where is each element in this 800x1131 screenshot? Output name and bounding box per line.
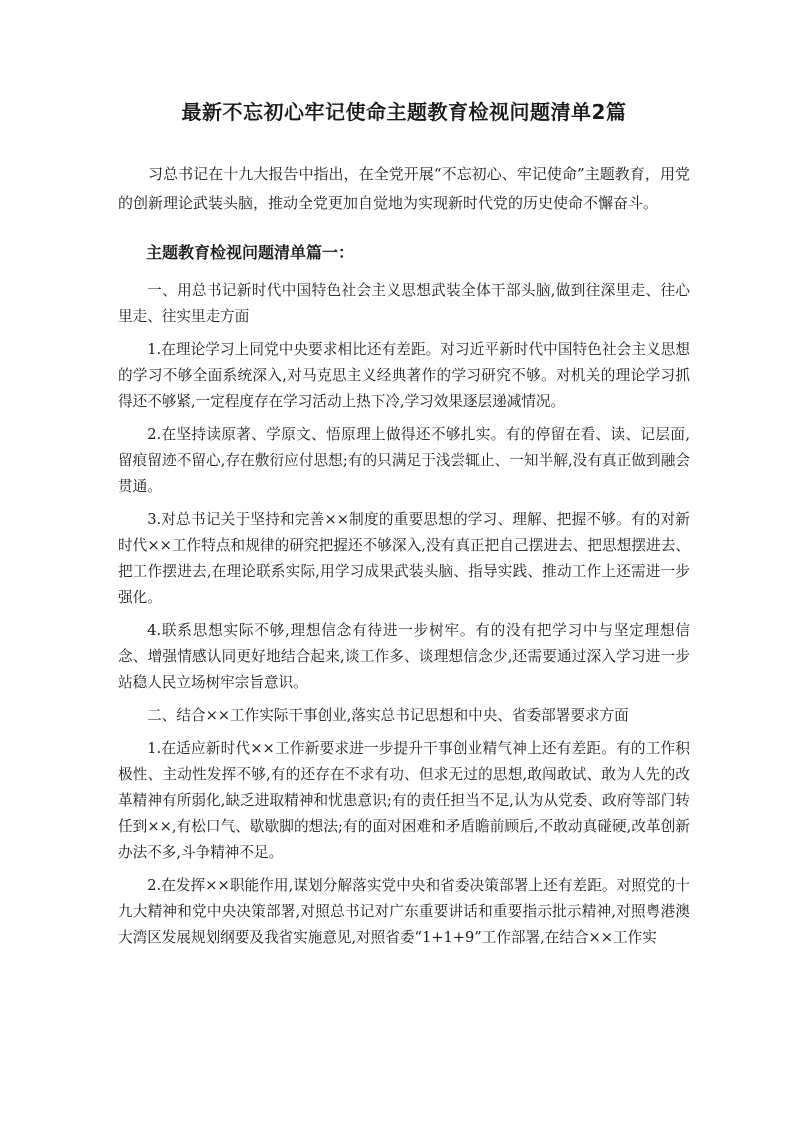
document-title: 最新不忘初心牢记使命主题教育检视问题清单2篇 (181, 100, 627, 124)
body-paragraph: 2.在发挥××职能作用,谋划分解落实党中央和省委决策部署上还有差距。对照党的十九大精神和党中央决策部署,对照总书记对广东重要讲话和重要指示批示精神,对照粤港澳大湾区发展规划纲要及我省实施意见,对照省委“1+1+9”工作部署,在结合××工作实 (118, 877, 690, 946)
section-two-heading: 二、结合××工作实际干事创业,落实总书记思想和中央、省委部署要求方面 (147, 707, 629, 724)
body-paragraph: 1.在适应新时代××工作新要求进一步提升干事创业精气神上还有差距。有的工作积极性、主动性发挥不够,有的还存在不求有功、但求无过的思想,敢闯敢试、敢为人先的改革精神有所弱化,缺乏进取精神和忧患意识;有的责任担当不足,认为从党委、政府等部门转任到××,有松口气、歇歇脚的想法;有的面对困难和矛盾瞻前顾后,不敢动真碰硬,改革创新办法不多,斗争精神不足。 (118, 740, 690, 861)
body-paragraph: 3.对总书记关于坚持和完善××制度的重要思想的学习、理解、把握不够。有的对新时代××工作特点和规律的研究把握还不够深入,没有真正把自己摆进去、把思想摆进去、把工作摆进去,在理论联系实际,用学习成果武装头脑、指导实践、推动工作上还需进一步强化。 (118, 511, 690, 606)
body-paragraph: 1.在理论学习上同党中央要求相比还有差距。对习近平新时代中国特色社会主义思想的学习不够全面系统深入,对马克思主义经典著作的学习研究不够。对机关的理论学习抓得还不够紧,一定程度存在学习活动上热下冷,学习效果逐层递减情况。 (118, 341, 690, 410)
intro-paragraph: 习总书记在十九大报告中指出，在全党开展“不忘初心、牢记使命”主题教育，用党的创新理论武装头脑，推动全党更加自觉地为实现新时代党的历史使命不懈奋斗。 (118, 165, 690, 212)
body-paragraph: 2.在坚持读原著、学原文、悟原理上做得还不够扎实。有的停留在看、读、记层面,留痕留迹不留心,存在敷衍应付思想;有的只满足于浅尝辄止、一知半解,没有真正做到融会贯通。 (118, 426, 690, 495)
section-heading: 主题教育检视问题清单篇一： (146, 243, 355, 262)
section-one-heading: 一、用总书记新时代中国特色社会主义思想武装全体干部头脑,做到往深里走、往心里走、往实里走方面 (118, 282, 690, 325)
body-paragraph: 4.联系思想实际不够,理想信念有待进一步树牢。有的没有把学习中与坚定理想信念、增强情感认同更好地结合起来,谈工作多、谈理想信念少,还需要通过深入学习进一步站稳人民立场树牢宗旨意识。 (118, 622, 690, 691)
